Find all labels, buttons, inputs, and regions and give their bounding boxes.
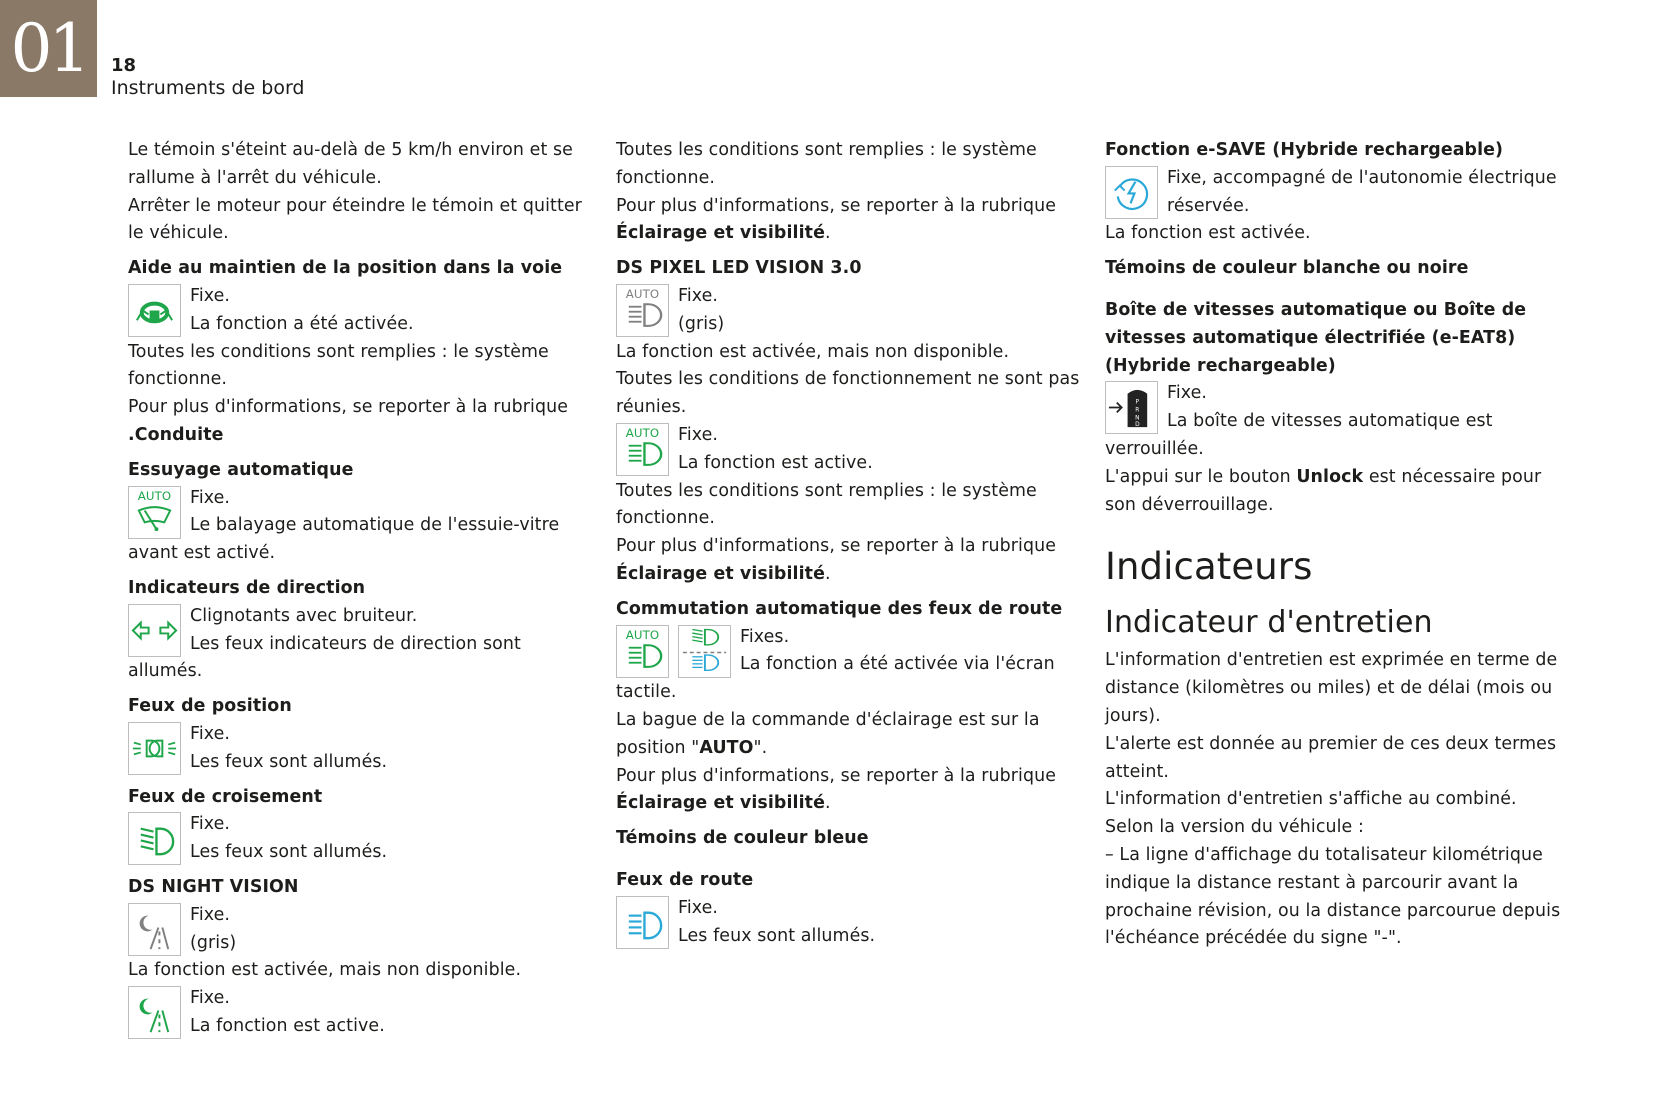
- indicator-row: [616, 283, 1086, 339]
- paragraph: [616, 533, 1086, 589]
- text-segment: est nécessaire pour son déverrouillage.: [1105, 466, 1542, 515]
- section-heading: Témoins de couleur blanche ou noire: [1105, 258, 1469, 279]
- section-heading: Feux de croisement: [128, 786, 323, 807]
- paragraph: [1105, 842, 1575, 953]
- text-segment: .: [824, 563, 831, 584]
- indicator-row: [128, 811, 598, 867]
- paragraph: [616, 193, 1086, 249]
- indicator-description: Fixe.: [678, 897, 719, 918]
- text-segment: Pour plus d'informations, se reporter à la rubrique: [616, 536, 1057, 557]
- svg-text:AUTO: AUTO: [137, 488, 172, 503]
- indicator-row: [128, 985, 598, 1041]
- text-segment: Pour plus d'informations, se reporter à la rubrique: [128, 397, 569, 418]
- indicator-description: Fixe.: [190, 904, 231, 925]
- text-segment: Selon la version du véhicule :: [1105, 817, 1364, 838]
- text-segment: La fonction est activée, mais non disponible.: [128, 960, 522, 981]
- text-segment: Arrêter le moteur pour éteindre le témoin et quitter le véhicule.: [128, 195, 582, 244]
- paragraph: [616, 763, 1086, 819]
- svg-text:N: N: [1135, 415, 1140, 422]
- indicator-description: Fixe.: [190, 723, 231, 744]
- night-vision-grey-icon: [128, 903, 181, 956]
- section-heading: Indicateurs de direction: [128, 577, 366, 598]
- indicator-row: [128, 603, 598, 686]
- section-heading: Commutation automatique des feux de route: [616, 598, 1063, 619]
- indicator-row: [616, 895, 1086, 951]
- turn-signals-icon: [128, 604, 181, 657]
- dipped-beam-icon: [128, 812, 181, 865]
- text-segment: Toutes les conditions sont remplies : le système fonctionne.: [616, 480, 1037, 529]
- indicator-description: Fixes.: [740, 626, 790, 647]
- svg-text:AUTO: AUTO: [625, 286, 660, 301]
- paragraph: [128, 339, 598, 395]
- column-3: [1105, 137, 1575, 953]
- paragraph: [1105, 464, 1575, 520]
- indicator-description: Clignotants avec bruiteur.: [190, 605, 418, 626]
- svg-text:AUTO: AUTO: [625, 627, 660, 642]
- indicator-row: [1105, 380, 1575, 463]
- section-heading: Aide au maintien de la position dans la voie: [128, 258, 563, 279]
- paragraph: [1105, 647, 1575, 730]
- section-heading: Fonction e-SAVE (Hybride rechargeable): [1105, 140, 1504, 160]
- section-heading: Essuyage automatique: [128, 459, 354, 480]
- paragraph: [1105, 731, 1575, 787]
- indicator-description: Fixe, accompagné de l'autonomie électrique réservée.: [1167, 167, 1557, 216]
- auto-high-beam-icon: [678, 625, 731, 678]
- svg-text:D: D: [1135, 422, 1140, 429]
- indicator-description: La fonction a été activée via l'écran tactile.: [616, 654, 1055, 703]
- indicator-description: (gris): [190, 932, 237, 953]
- paragraph: [616, 478, 1086, 534]
- chapter-badge: 01: [0, 0, 97, 97]
- night-vision-green-icon: [128, 986, 181, 1039]
- text-segment: Toutes les conditions de fonctionnement ne sont pas réunies.: [616, 369, 1080, 418]
- section-heading: Feux de position: [128, 696, 292, 717]
- paragraph: [128, 957, 598, 985]
- position-lights-icon: [128, 722, 181, 775]
- svg-text:AUTO: AUTO: [625, 425, 660, 440]
- text-segment: L'information d'entretien s'affiche au combiné.: [1105, 789, 1517, 810]
- indicator-description: Fixe.: [190, 285, 231, 306]
- bold-term: Éclairage et visibilité: [616, 563, 825, 584]
- auto-lights-green-icon: [616, 423, 669, 476]
- auto-lights-grey-icon: [616, 284, 669, 337]
- indicator-description: Le balayage automatique de l'essuie-vitre avant est activé.: [128, 515, 560, 564]
- indicator-description: Les feux sont allumés.: [678, 925, 876, 946]
- indicator-description: Fixe.: [1167, 383, 1208, 404]
- svg-text:R: R: [1135, 407, 1140, 414]
- text-segment: Pour plus d'informations, se reporter à la rubrique: [616, 765, 1057, 786]
- text-segment: La fonction est activée, mais non disponible.: [616, 341, 1010, 362]
- auto-lights-green-icon: [616, 625, 669, 678]
- paragraph: [128, 394, 598, 450]
- indicator-description: Fixe.: [678, 424, 719, 445]
- page-number: 18: [111, 55, 137, 76]
- e-save-icon: [1105, 166, 1158, 219]
- paragraph: [616, 366, 1086, 422]
- indicator-description: Fixe.: [678, 285, 719, 306]
- indicator-description: Fixe.: [190, 487, 231, 508]
- text-segment: .: [824, 793, 831, 814]
- high-beam-icon: [616, 896, 669, 949]
- text-segment: Toutes les conditions sont remplies : le système fonctionne.: [128, 341, 549, 390]
- paragraph: [128, 193, 598, 249]
- indicator-description: Les feux indicateurs de direction sont allumés.: [128, 633, 521, 682]
- section-heading: Boîte de vitesses automatique ou Boîte de vitesses automatique électrifiée (e-EAT8) (Hybride rechargeable): [1105, 299, 1527, 376]
- gearbox-locked-icon: [1105, 381, 1158, 434]
- major-heading: Indicateurs: [1105, 545, 1313, 589]
- indicator-row: [128, 485, 598, 568]
- section-title: Instruments de bord: [111, 77, 305, 99]
- indicator-description: La fonction est active.: [678, 452, 873, 473]
- text-segment: L'appui sur le bouton: [1105, 466, 1297, 487]
- column-1: [128, 137, 598, 1041]
- indicator-row: [1105, 165, 1575, 221]
- text-segment: La bague de la commande d'éclairage est sur la position ": [616, 709, 1040, 758]
- text-segment: Toutes les conditions sont remplies : le système fonctionne.: [616, 140, 1037, 188]
- indicator-description: Fixe.: [190, 814, 231, 835]
- indicator-description: Les feux sont allumés.: [190, 751, 388, 772]
- indicator-description: (gris): [678, 313, 725, 334]
- indicator-row: [128, 902, 598, 958]
- auto-wiper-icon: [128, 486, 181, 539]
- bold-term: Éclairage et visibilité: [616, 223, 825, 244]
- indicator-description: La boîte de vitesses automatique est verrouillée.: [1105, 411, 1493, 459]
- indicator-row: [616, 422, 1086, 478]
- indicator-description: La fonction a été activée.: [190, 313, 414, 334]
- indicator-row: [128, 721, 598, 777]
- indicator-description: Fixe.: [190, 988, 231, 1009]
- text-segment: Le témoin s'éteint au-delà de 5 km/h environ et se rallume à l'arrêt du véhicule.: [128, 140, 573, 188]
- text-segment: La fonction est activée.: [1105, 223, 1311, 244]
- paragraph: [616, 707, 1086, 763]
- paragraph: [616, 137, 1086, 193]
- text-segment: Pour plus d'informations, se reporter à la rubrique: [616, 195, 1057, 216]
- bold-term: Unlock: [1296, 466, 1364, 487]
- text-segment: ".: [753, 737, 768, 758]
- section-heading: Feux de route: [616, 869, 754, 890]
- subheading: Indicateur d'entretien: [1105, 605, 1433, 641]
- column-2: [616, 137, 1086, 950]
- text-segment: L'information d'entretien est exprimée en terme de distance (kilomètres ou miles) et de délai (mois ou jours).: [1105, 650, 1558, 726]
- indicator-description: Les feux sont allumés.: [190, 842, 388, 863]
- lane-keep-icon: [128, 284, 181, 337]
- paragraph: [1105, 786, 1575, 814]
- section-heading: Témoins de couleur bleue: [616, 828, 869, 849]
- section-heading: DS PIXEL LED VISION 3.0: [616, 258, 862, 279]
- text-segment: L'alerte est donnée au premier de ces deux termes atteint.: [1105, 733, 1557, 782]
- bold-term: AUTO: [699, 737, 754, 758]
- indicator-description: La fonction est active.: [190, 1015, 385, 1036]
- paragraph: [128, 137, 598, 193]
- bold-term: Éclairage et visibilité: [616, 793, 825, 814]
- paragraph: [616, 339, 1086, 367]
- paragraph: [1105, 814, 1575, 842]
- text-segment: .: [824, 223, 831, 244]
- bold-term: .Conduite: [128, 424, 224, 445]
- indicator-row: [128, 283, 598, 339]
- indicator-row: [616, 624, 1086, 707]
- section-heading: DS NIGHT VISION: [128, 876, 299, 897]
- text-segment: – La ligne d'affichage du totalisateur kilométrique indique la distance restant à parcourir avant la prochaine révision, ou la distance parcourue depuis l'échéance précédée du signe "-".: [1105, 844, 1561, 949]
- paragraph: [1105, 220, 1575, 248]
- svg-text:P: P: [1135, 399, 1140, 406]
